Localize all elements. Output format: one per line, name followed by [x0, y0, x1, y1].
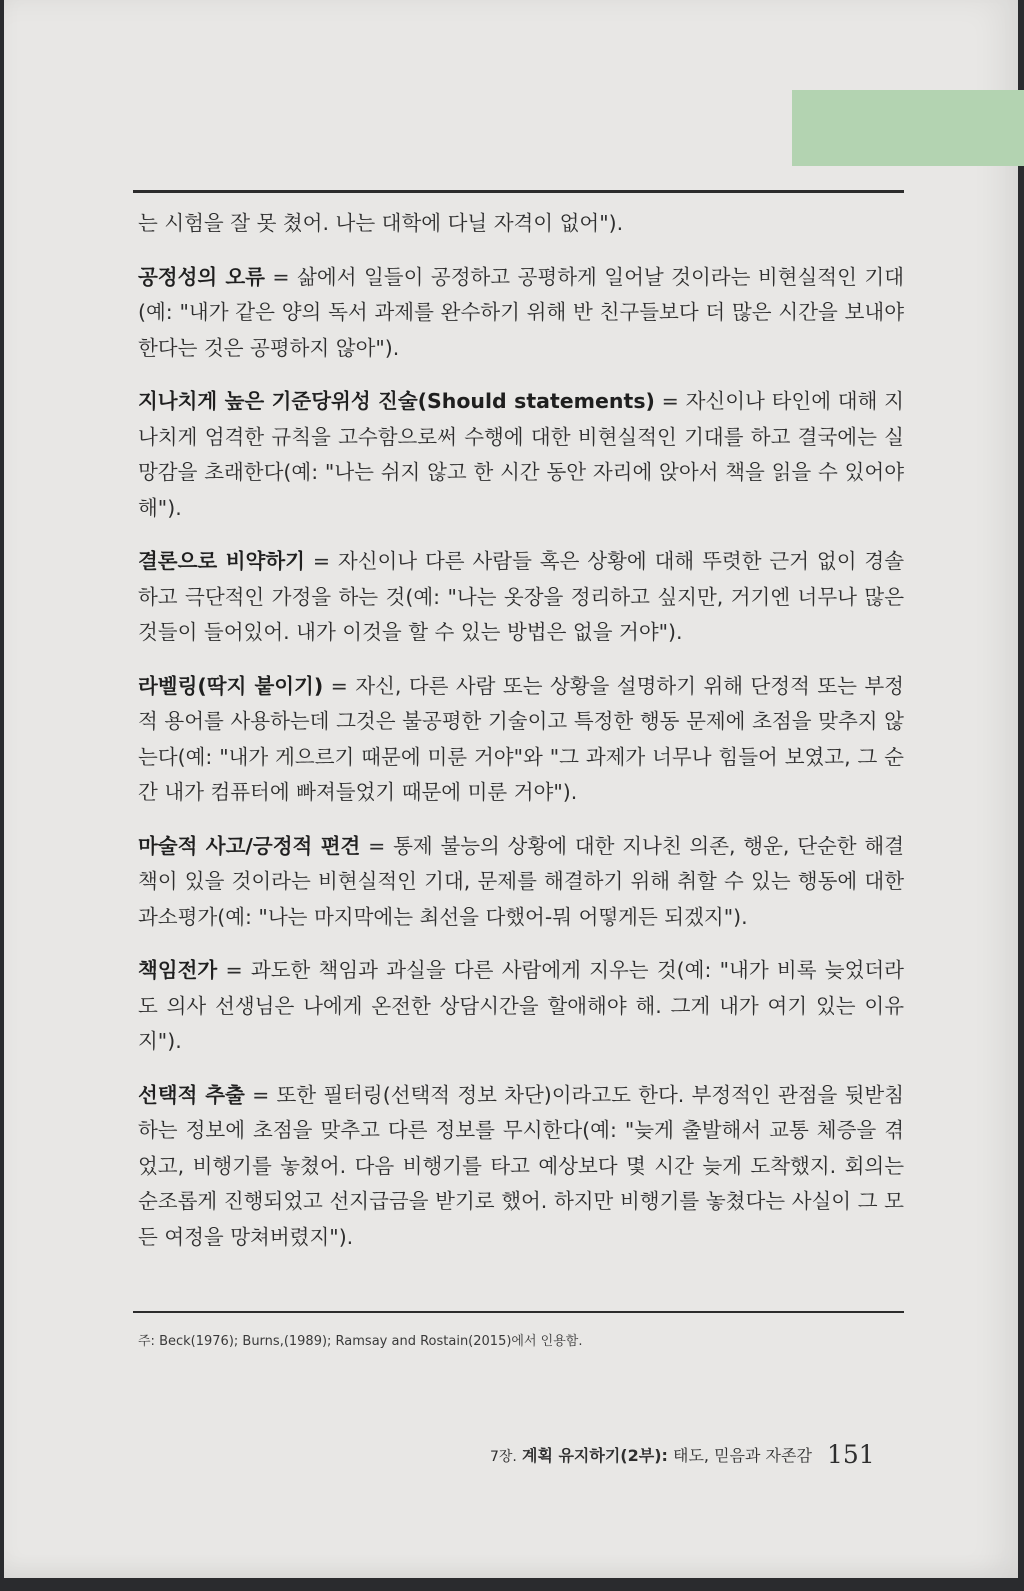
- entry-fairness-fallacy: [138, 260, 904, 367]
- entry-text: = 삶에서 일들이 공정하고 공평하게 일어날 것이라는 비현실적인 기대(예: "내가 같은 양의 독서 과제를 완수하기 위해 반 친구들보다 더 많은 시간을 보내야 한다는 것은 공평하지 않아").: [138, 264, 904, 360]
- entry-blaming: [138, 953, 904, 1060]
- body-text: [138, 206, 904, 1273]
- chapter-title-bold: 계획 유지하기(2부):: [521, 1446, 668, 1465]
- chapter-tab: [792, 90, 1024, 166]
- entry-labeling: [138, 669, 904, 811]
- entry-term: 지나치게 높은 기준당위성 진술(Should statements): [138, 389, 655, 413]
- top-rule: [133, 190, 904, 193]
- entry-jumping-to-conclusions: [138, 544, 904, 651]
- entry-text: = 과도한 책임과 과실을 다른 사람에게 지우는 것(예: "내가 비록 늦었더라도 의사 선생님은 나에게 온전한 상담시간을 할애해야 해. 그게 내가 여기 있는 이유지").: [138, 958, 904, 1053]
- entry-text: = 또한 필터링(선택적 정보 차단)이라고도 한다. 부정적인 관점을 뒷받침하는 정보에 초점을 맞추고 다른 정보를 무시한다(예: "늦게 출발해서 교통 체증을 겪었고, 비행기를 놓쳤어. 다음 비행기를 타고 예상보다 몇 시간 늦게 도착했지. 회의는 순조롭게 진행되었고 선지급금을 받기로 했어. 하지만 비행기를 놓쳤다는 사실이 그 모든 여정을 망쳐버렸지").: [138, 1082, 904, 1249]
- entry-term: 마술적 사고/긍정적 편견: [138, 833, 361, 858]
- entry-term: 라벨링(딱지 붙이기): [138, 673, 324, 698]
- entry-text: = 자신이나 타인에 대해 지나치게 엄격한 규칙을 고수함으로써 수행에 대한 비현실적인 기대를 하고 결국에는 실망감을 초래한다(예: "나는 쉬지 않고 한 시간 동안 자리에 앉아서 책을 읽을 수 있어야 해").: [138, 389, 904, 520]
- running-footer: [490, 1440, 890, 1469]
- entry-selective-abstraction: [138, 1078, 904, 1256]
- chapter-label: 7장.: [490, 1449, 517, 1465]
- chapter-title-rest: 태도, 믿음과 자존감: [673, 1446, 812, 1465]
- entry-should-statements: [138, 384, 904, 526]
- page-number: 151: [827, 1440, 875, 1469]
- bottom-rule: [133, 1311, 904, 1313]
- entry-text: = 통제 불능의 상황에 대한 지나친 의존, 행운, 단순한 해결책이 있을 것이라는 비현실적인 기대, 문제를 해결하기 위해 취할 수 있는 행동에 대한 과소평가(예: "나는 마지막에는 최선을 다했어-뭐 어떻게든 되겠지").: [138, 833, 904, 929]
- continuation-paragraph: 는 시험을 잘 못 쳤어. 나는 대학에 다닐 자격이 없어").: [138, 211, 624, 235]
- entry-magical-thinking: [138, 829, 904, 936]
- entry-term: 책임전가: [138, 958, 218, 982]
- entry-term: 결론으로 비약하기: [138, 549, 305, 573]
- entry-term: 선택적 추출: [138, 1082, 245, 1107]
- entry-term: 공정성의 오류: [138, 264, 265, 289]
- book-page: [4, 0, 1018, 1578]
- entry-text: = 자신이나 다른 사람들 혹은 상황에 대해 뚜렷한 근거 없이 경솔하고 극단적인 가정을 하는 것(예: "나는 옷장을 정리하고 싶지만, 거기엔 너무나 많은 것들이 들어있어. 내가 이것을 할 수 있는 방법은 없을 거야").: [138, 549, 904, 644]
- entry-text: = 자신, 다른 사람 또는 상황을 설명하기 위해 단정적 또는 부정적 용어를 사용하는데 그것은 불공평한 기술이고 특정한 행동 문제에 초점을 맞추지 않는다(예: "내가 게으르기 때문에 미룬 거야"와 "그 과제가 너무나 힘들어 보였고, 그 순간 내가 컴퓨터에 빠져들었기 때문에 미룬 거야").: [138, 673, 904, 804]
- source-note: 주: Beck(1976); Burns,(1989); Ramsay and Rostain(2015)에서 인용함.: [138, 1334, 583, 1349]
